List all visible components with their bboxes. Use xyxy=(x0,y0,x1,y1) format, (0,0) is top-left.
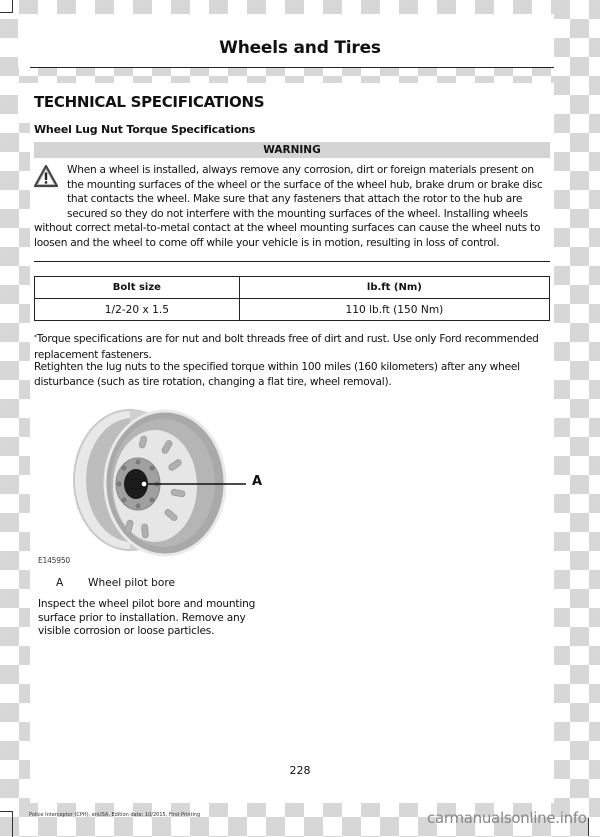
footnote-text: Torque specifications are for nut and bolt threads free of dirt and rust. Use only Ford recommended replacement fasteners. xyxy=(34,333,539,361)
edition-footer: Police Interceptor (CPH), enUSA, Edition date: 10/2015, First Printing xyxy=(29,812,201,818)
legend-label: Wheel pilot bore xyxy=(88,577,175,589)
legend-key: A xyxy=(56,577,64,589)
section-subheading: Wheel Lug Nut Torque Specifications xyxy=(34,123,256,136)
figure-callout-letter: A xyxy=(252,474,263,489)
warning-icon-spacer xyxy=(34,163,67,207)
section-heading: TECHNICAL SPECIFICATIONS xyxy=(34,93,265,111)
torque-footnote xyxy=(34,331,554,363)
column-header-bolt-size: Bolt size xyxy=(35,277,240,299)
retighten-paragraph: Retighten the lug nuts to the specified torque within 100 miles (160 kilometers) after any wheel disturbance (such as tire rotation, changing a flat tire, wheel removal). xyxy=(34,361,520,388)
inspect-paragraph: Inspect the wheel pilot bore and mounting surface prior to installation. Remove any visible corrosion or loose particles. xyxy=(38,598,256,637)
wheel-illustration xyxy=(60,398,280,568)
warning-divider xyxy=(34,261,550,262)
warning-label: WARNING xyxy=(34,142,550,158)
footnote-marker: * xyxy=(34,334,37,341)
table-row xyxy=(35,299,550,321)
table-header-row xyxy=(35,277,550,299)
warning-text-block xyxy=(34,163,550,251)
cell-torque: 110 lb.ft (150 Nm) xyxy=(239,299,549,321)
warning-text: When a wheel is installed, always remove any corrosion, dirt or foreign materials present on the mounting surfaces of the wheel or the surface of the wheel hub, brake drum or brake disc that contacts the wheel. Make sure that any fasteners that attach the rotor to the hub are secured so they do not interfere with the mounting surfaces of the wheel. Installing wheels without correct metal-to-metal contact at the wheel mounting surfaces can cause the wheel nuts to loosen and the wheel to come off while your vehicle is in motion, resulting in loss of control. xyxy=(34,164,543,249)
torque-spec-table xyxy=(34,276,550,321)
watermark-link[interactable]: carmanualsonline.info xyxy=(427,809,587,827)
column-header-torque: lb.ft (Nm) xyxy=(239,277,549,299)
header-divider xyxy=(30,67,554,68)
page-header-title: Wheels and Tires xyxy=(219,38,381,58)
cell-bolt-size: 1/2-20 x 1.5 xyxy=(35,299,240,321)
page-number: 228 xyxy=(289,764,311,777)
figure-code: E145950 xyxy=(38,556,70,565)
